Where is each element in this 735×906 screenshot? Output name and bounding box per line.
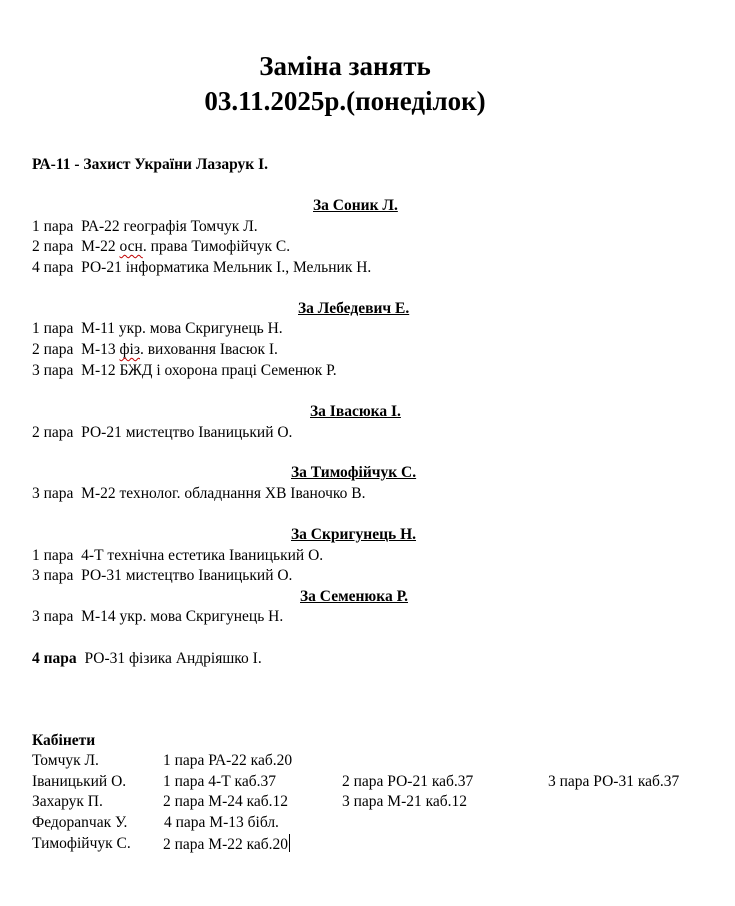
list-item: 1 пара 4-Т технічна естетика Іваницький О. bbox=[32, 547, 324, 564]
cabinet-teacher: Томчук Л. bbox=[32, 752, 99, 769]
cabinet-entry: 3 пара М-21 каб.12 bbox=[342, 793, 468, 810]
list-item: 3 пара М-12 БЖД і охорона праці Семенюк Р. bbox=[32, 362, 337, 379]
cabinet-teacher: Іваницький О. bbox=[32, 773, 127, 790]
list-item: 3 пара М-22 технолог. обладнання ХВ Іваночко В. bbox=[32, 485, 366, 502]
section-heading-ivasiuk: За Івасюка І. bbox=[310, 403, 401, 420]
cabinet-entry: 2 пара РО-21 каб.37 bbox=[342, 773, 474, 790]
spellcheck-word: осн bbox=[119, 238, 143, 255]
cabinet-entry: 2 пара М-24 каб.12 bbox=[163, 793, 289, 810]
cabinet-teacher: Захарук П. bbox=[32, 793, 103, 810]
list-item: 4 пара РО-21 інформатика Мельник І., Мельник Н. bbox=[32, 259, 372, 276]
intro-line: РА-11 - Захист України Лазарук І. bbox=[32, 156, 268, 173]
document-title: Заміна занять bbox=[259, 51, 431, 81]
list-item: 1 пара М-11 укр. мова Скригунець Н. bbox=[32, 320, 283, 337]
section-heading-lebedevych: За Лебедевич Е. bbox=[298, 300, 410, 317]
list-item: 3 пара М-14 укр. мова Скригунець Н. bbox=[32, 608, 284, 625]
cabinet-teacher: Тимофійчук С. bbox=[32, 835, 131, 852]
spellcheck-word: фіз bbox=[119, 341, 140, 358]
text-cursor bbox=[289, 834, 290, 852]
cabinet-entry: 1 пара РА-22 каб.20 bbox=[163, 752, 293, 769]
cabinet-entry: 4 пара М-13 бібл. bbox=[164, 814, 279, 831]
list-item: 1 пара РА-22 географія Томчук Л. bbox=[32, 218, 258, 235]
section-heading-skryhunets: За Скригунець Н. bbox=[291, 526, 417, 543]
list-item: 2 пара М-13 фіз. виховання Івасюк І. bbox=[32, 341, 278, 358]
document-date: 03.11.2025р.(понеділок) bbox=[204, 86, 486, 116]
list-item: 2 пара М-22 осн. права Тимофійчук С. bbox=[32, 238, 291, 255]
extra-line: 4 пара РО-31 фізика Андріяшко І. bbox=[32, 650, 262, 667]
section-heading-tymofiichuk: За Тимофійчук С. bbox=[291, 464, 417, 481]
cabinet-entry: 2 пара М-22 каб.20 bbox=[163, 836, 289, 853]
section-heading-soník: За Соник Л. bbox=[313, 197, 398, 214]
section-heading-semeniuk: За Семенюка Р. bbox=[300, 588, 409, 605]
cabinet-teacher: Федорanчак У. bbox=[32, 814, 128, 831]
list-item: 2 пара РО-21 мистецтво Іваницький О. bbox=[32, 424, 293, 441]
list-item: 3 пара РО-31 мистецтво Іваницький О. bbox=[32, 567, 293, 584]
cabinet-entry: 3 пара РО-31 каб.37 bbox=[548, 773, 680, 790]
cabinet-entry: 1 пара 4-Т каб.37 bbox=[163, 773, 276, 790]
cabinets-heading: Кабінети bbox=[32, 732, 96, 749]
